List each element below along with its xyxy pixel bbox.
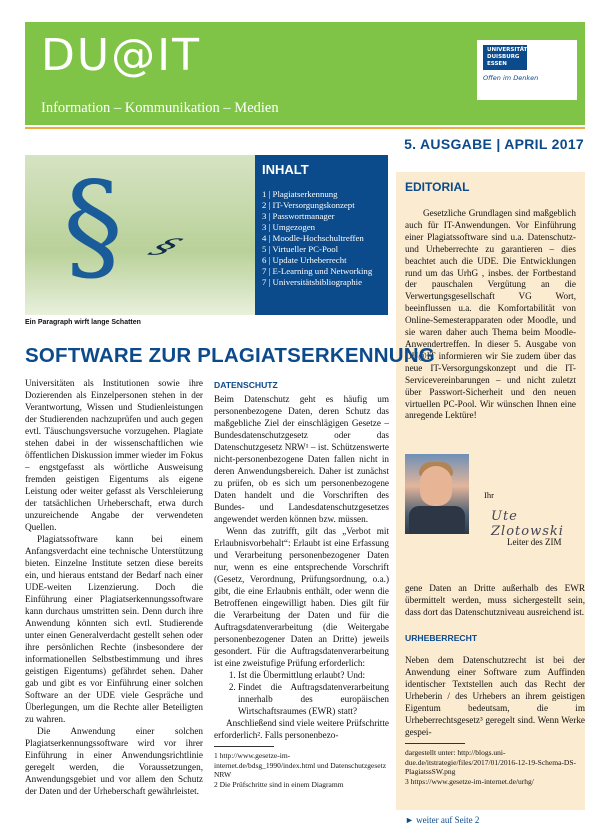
toc-item[interactable]: 1 | Plagiatserkennung <box>262 189 338 199</box>
author-signature: Ute Zlotowski <box>491 509 564 539</box>
uni-line-2: DUISBURG <box>487 54 520 60</box>
arrow-right-icon: ► <box>405 815 417 825</box>
article-paragraph: gene Daten an Dritte außerhalb des EWR übermittelt werden, muss sichergestellt sein, dass dort das Datenschutzniveau ausreichend ist. <box>405 583 585 617</box>
section-heading-datenschutz: DATENSCHUTZ <box>214 380 278 390</box>
check-list <box>226 669 389 717</box>
paragraph-illustration <box>25 155 255 315</box>
university-logo <box>477 40 577 100</box>
article-title: SOFTWARE ZUR PLAGIATSERKENNUNG <box>25 344 435 367</box>
uni-line-3: ESSEN <box>487 61 507 67</box>
article-column-3 <box>405 582 585 786</box>
masthead <box>25 22 585 125</box>
list-item: 1. Ist die Übermittlung erlaubt? Und: <box>238 669 389 681</box>
article-paragraph: Plagiatssoftware kann bei einem Anfangsverdacht eine technische Unterstützung bieten. Einzelne Institute setzen diese bereits ein, und hieraus entstand der Bedarf nach einer UDE-weiten Lizenzierung. Doch die Einführung einer Plagiatserkennungssoftware kann durchaus umstritten sein. Denn durch ihre Anwendung könnten sich evtl. Studierende unter einen Generalverdacht gestellt sehen oder ihre persönlichen Rechte (insbesondere der informationellen Selbstbestimmung und ihres geistigen Eigentums) gefährdet sehen. Daher gab und gibt es vor Einführung einer solchen Software an der UDE viele Gespräche und Überlegungen, um die Rechte aller Beteiligten zu wahren. <box>25 534 203 724</box>
article-paragraph: Universitäten als Institutionen sowie ihre Dozierenden als Einzelpersonen stehen in der Verantwortung, Wissen und Studienleistungen der Studierenden nachzuprüfen und auch gegen evtl. Täuschungsversuche vorzugehen. Plagiate stehen dabei in der wissenschaftlichen wie öffentlichen Diskussion immer wieder im Fokus – engstgefasst als wörtliche Ausweisung fremden geistigen Eigentums als eigene Leistung oder weiter gefasst als Verschleierung der tatsächlichen Urheberschaft, etwa durch unzureichende Angabe der verwendeten Quellen. <box>25 378 203 532</box>
paragraph-shadow-icon: § <box>138 235 194 258</box>
footnote-divider <box>214 746 274 747</box>
university-logo-block <box>483 45 527 70</box>
author-role: Leiter des ZIM <box>507 537 562 547</box>
toc-item[interactable]: 5 | Virtueller PC-Pool <box>262 244 339 254</box>
toc-item[interactable]: 4 | Moodle-Hochschultreffen <box>262 233 364 243</box>
university-slogan: Offen im Denken <box>483 74 539 82</box>
article-paragraph: Die Anwendung einer solchen Plagiatserkennungssoftware wird vor ihrer Einführung in einer Anwendungsrichtlinie geregelt werden, die Voraussetzungen, Anwendungsgebiet und vor allem den Schutz der Daten und der Urheberschaft gewährleistet. <box>25 726 203 796</box>
article-paragraph: Wenn das zutrifft, gilt das „Verbot mit Erlaubnisvorbehalt“: Erlaubt ist eine Erfassung und Verarbeitung personenbezogener Daten nur, wenn es eine entsprechende Vorschrift (Gesetz, Verordnung, Prüfungsordnung, o.a.) gibt, die eine Erlaubnis enthält, oder wenn die Betroffenen eingewilligt haben. Dies gilt für die Verarbeitung der Daten und für die Auftragsdatenverarbeitung (die Weitergabe personenbezogener Daten an Dritte) jeweils gesondert. Für die Auftragsdatenverarbeitung ist eine zweistufige Prüfung erforderlich: <box>214 526 389 668</box>
table-of-contents <box>255 155 388 315</box>
section-heading-urheberrecht: URHEBERRECHT <box>405 633 478 643</box>
article-column-1 <box>25 377 203 797</box>
footnote-divider <box>405 743 465 744</box>
newsletter-subtitle: Information – Kommunikation – Medien <box>41 100 279 116</box>
continued-link[interactable] <box>405 815 479 825</box>
footnote[interactable]: dargestellt unter: http://blogs.uni-due.de/itstrategie/files/2017/01/2016-12-19-Schema-DS-PlagiatssSW.png <box>405 748 577 776</box>
signature-prefix: Ihr <box>484 490 494 500</box>
toc-title: INHALT <box>262 162 309 177</box>
figure-caption: Ein Paragraph wirft lange Schatten <box>25 319 141 326</box>
header-divider <box>25 127 585 129</box>
footnote[interactable]: 3 https://www.gesetze-im-internet.de/urhg/ <box>405 776 534 786</box>
author-photo <box>405 454 469 534</box>
issue-label: 5. AUSGABE | APRIL 2017 <box>404 136 584 152</box>
toc-item[interactable]: 2 | IT-Versorgungskonzept <box>262 200 355 210</box>
continued-label: weiter auf Seite 2 <box>416 815 480 825</box>
list-item: 2. Findet die Auftragsdatenverarbeitung innerhalb des europäischen Wirtschaftsraumes (EWR) statt? <box>238 681 389 717</box>
article-column-2 <box>214 377 389 789</box>
article-paragraph: Beim Datenschutz geht es häufig um personenbezogene Daten, deren Schutz das maßgebliche Ziel der einschlägigen Gesetze – Bundesdatenschutzgesetz oder das Datenschutzgesetz NRW¹ – ist. Schützenswerte nicht-personenbezogene Daten fallen nicht in deren Anwendungsbereich. Daher ist zunächst zu prüfen, ob es sich um personenbezogene Daten handelt und die Vorschriften des Bundes- und Landesdatenschutzgesetzes angewendet werden können bzw. müssen. <box>214 394 389 524</box>
uni-line-1: UNIVERSITÄT <box>487 47 528 53</box>
editorial-text: Gesetzliche Grundlagen sind maßgeblich auch für IT-Anwendungen. Vor Einführung einer Plagiatssoftware sind u.a. Datenschutz- und Urheberrechte zu garantieren – dies beachtet auch die UDE. Die Entwicklungen rund um das UrhG , insbes. der Fortbestand der pauschalen Vergütung an die Verwertungsgesellschaft VG Wort, beeinflussen u.a. die Komfortabilität von Online-Semesterapparaten oder Moodle, und sie waren daher auch Thema beim Moodle-Anwendertreffen. In dieser 5. Ausgabe von DU@IT informieren wir Sie zudem über das neue IT-Versorgungskonzept und die IT-Servicevereinbarungen – und nicht zuletzt über Passwort-Sicherheit und den neuen virtuellen PC-Pool. Wir wünschen Ihnen eine anregende Lektüre! <box>405 208 576 421</box>
footnote[interactable]: 1 http://www.gesetze-im-internet.de/bdsg_1990/index.html und Datenschutzgesetz NRW <box>214 751 387 779</box>
paragraph-icon: § <box>63 157 123 296</box>
newsletter-logo: DU@IT <box>41 30 201 81</box>
toc-item[interactable]: 7 | E-Learning und Networking <box>262 266 373 276</box>
footnote: 2 Die Prüfschritte sind in einem Diagramm <box>214 779 344 789</box>
toc-item[interactable]: 3 | Passwortmanager <box>262 211 335 221</box>
toc-item[interactable]: 6 | Update Urheberrecht <box>262 255 347 265</box>
toc-item[interactable]: 7 | Universitätsbibliographie <box>262 277 362 287</box>
article-paragraph: Neben dem Datenschutzrecht ist bei der Anwendung einer Software zum Auffinden identischer Textstellen auch das Recht der Urheberin / des Urhebers an ihrem geistigen Eigentum bedeutsam, die im Urheberrechtsgesetz³ geregelt sind. Wenn Werke gespei- <box>405 655 585 737</box>
article-paragraph: Anschließend sind viele weitere Prüfschritte erforderlich². Falls personenbezo- <box>214 718 389 740</box>
editorial-title: EDITORIAL <box>405 180 470 194</box>
toc-item[interactable]: 3 | Umgezogen <box>262 222 316 232</box>
